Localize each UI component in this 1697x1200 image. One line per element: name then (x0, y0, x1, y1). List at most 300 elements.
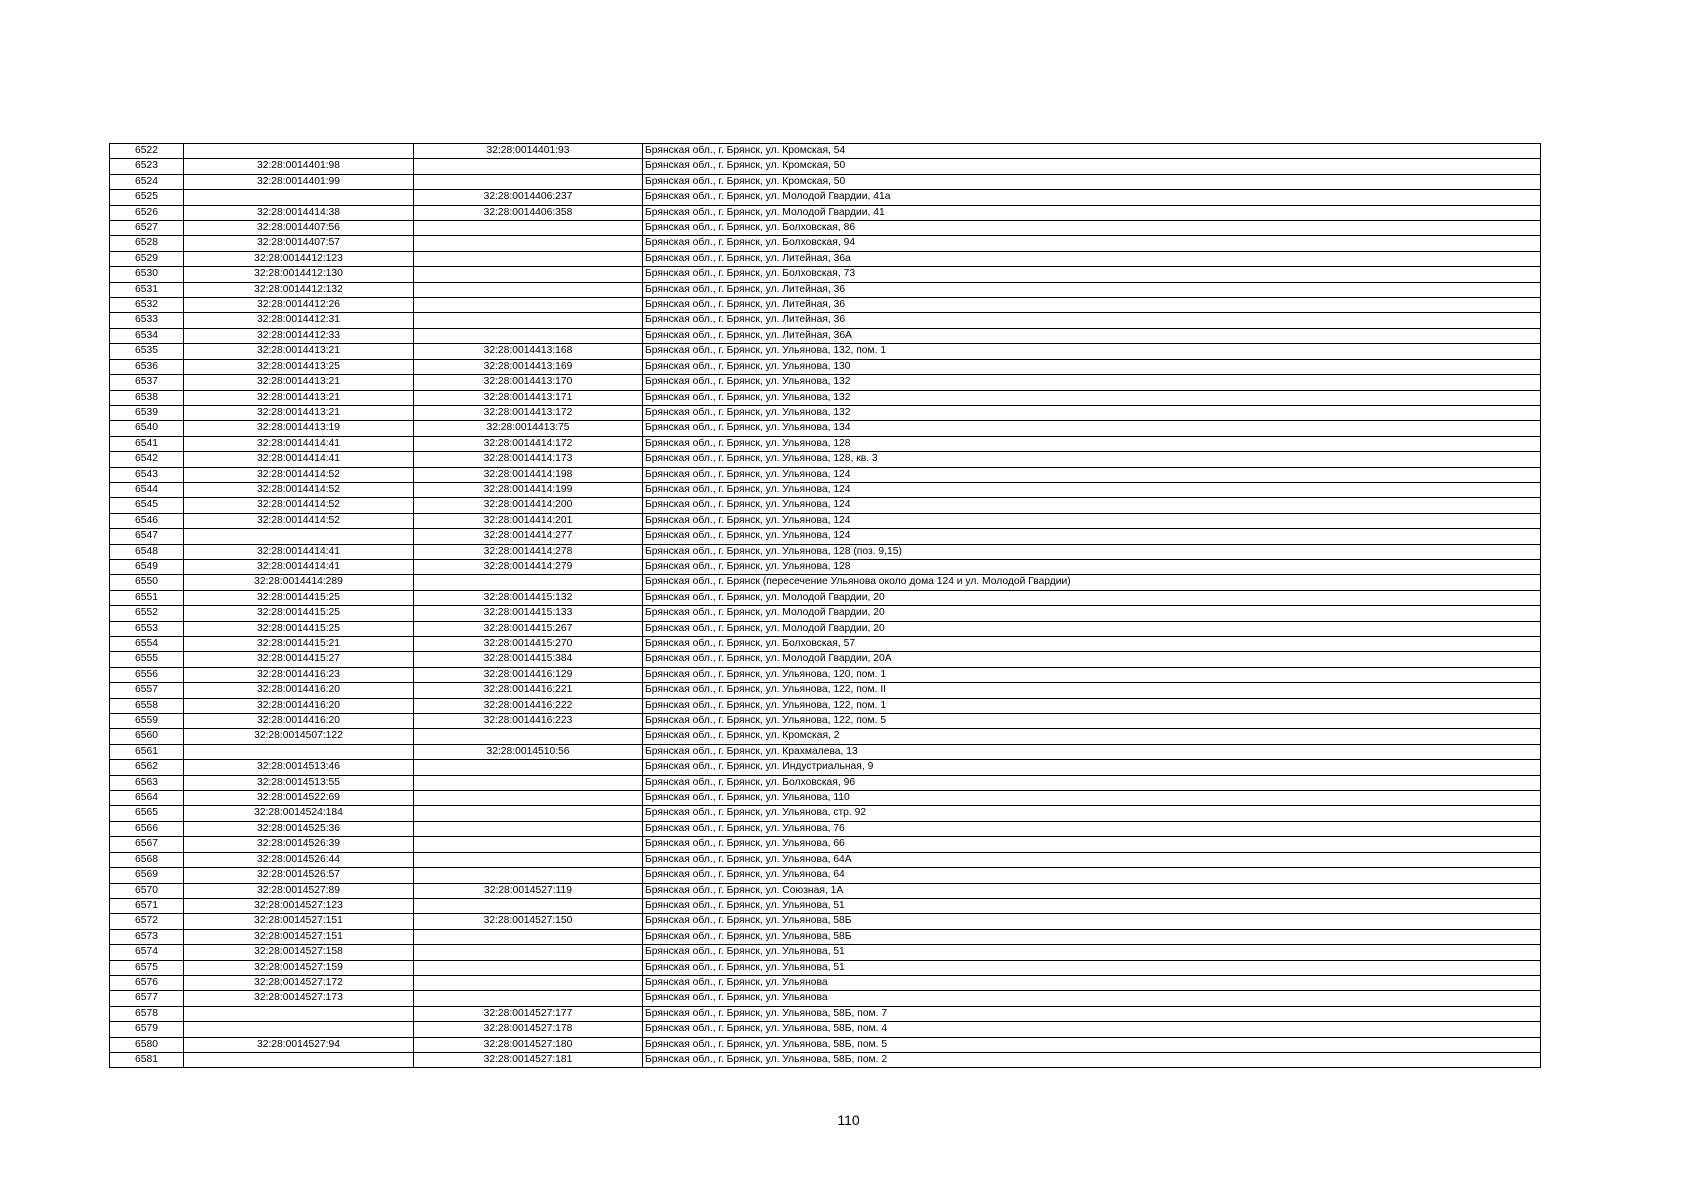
address-cell: Брянская обл., г. Брянск (пересечение Ульянова около дома 124 и ул. Молодой Гвардии) (643, 575, 1541, 590)
object-cadastral-number-cell: 32:28:0014416:221 (414, 683, 643, 698)
land-cadastral-number-cell: 32:28:0014416:20 (184, 714, 414, 729)
table-row (110, 590, 1541, 605)
row-number-cell: 6554 (110, 637, 184, 652)
address-cell: Брянская обл., г. Брянск, ул. Ульянова, 128 (поз. 9,15) (643, 544, 1541, 559)
address-cell: Брянская обл., г. Брянск, ул. Ульянова, 132 (643, 405, 1541, 420)
land-cadastral-number-cell: 32:28:0014527:159 (184, 960, 414, 975)
row-number-cell: 6540 (110, 421, 184, 436)
land-cadastral-number-cell: 32:28:0014413:21 (184, 375, 414, 390)
land-cadastral-number-cell: 32:28:0014525:36 (184, 821, 414, 836)
object-cadastral-number-cell: 32:28:0014413:170 (414, 375, 643, 390)
table-row (110, 945, 1541, 960)
table-row (110, 975, 1541, 990)
land-cadastral-number-cell: 32:28:0014414:52 (184, 482, 414, 497)
address-cell: Брянская обл., г. Брянск, ул. Ульянова, 51 (643, 945, 1541, 960)
land-cadastral-number-cell: 32:28:0014414:41 (184, 452, 414, 467)
table-row (110, 174, 1541, 189)
table-row (110, 205, 1541, 220)
land-cadastral-number-cell (184, 1052, 414, 1067)
address-cell: Брянская обл., г. Брянск, ул. Молодой Гвардии, 20 (643, 590, 1541, 605)
page-number: 110 (837, 1112, 860, 1128)
address-cell: Брянская обл., г. Брянск, ул. Литейная, 36 (643, 313, 1541, 328)
row-number-cell: 6537 (110, 375, 184, 390)
table-row (110, 436, 1541, 451)
row-number-cell: 6564 (110, 791, 184, 806)
land-cadastral-number-cell: 32:28:0014513:46 (184, 760, 414, 775)
row-number-cell: 6527 (110, 221, 184, 236)
table-row (110, 806, 1541, 821)
row-number-cell: 6551 (110, 590, 184, 605)
row-number-cell: 6578 (110, 1006, 184, 1021)
land-cadastral-number-cell: 32:28:0014412:123 (184, 251, 414, 266)
row-number-cell: 6547 (110, 529, 184, 544)
row-number-cell: 6523 (110, 159, 184, 174)
table-row (110, 898, 1541, 913)
address-cell: Брянская обл., г. Брянск, ул. Болховская, 86 (643, 221, 1541, 236)
row-number-cell: 6549 (110, 559, 184, 574)
address-cell: Брянская обл., г. Брянск, ул. Ульянова, 132 (643, 375, 1541, 390)
land-cadastral-number-cell: 32:28:0014415:27 (184, 652, 414, 667)
table-row (110, 621, 1541, 636)
object-cadastral-number-cell (414, 852, 643, 867)
land-cadastral-number-cell (184, 744, 414, 759)
table-row (110, 375, 1541, 390)
address-cell: Брянская обл., г. Брянск, ул. Литейная, 36 (643, 298, 1541, 313)
row-number-cell: 6559 (110, 714, 184, 729)
table-row (110, 1037, 1541, 1052)
table-row (110, 606, 1541, 621)
land-cadastral-number-cell: 32:28:0014407:57 (184, 236, 414, 251)
address-cell: Брянская обл., г. Брянск, ул. Ульянова, 134 (643, 421, 1541, 436)
object-cadastral-number-cell (414, 837, 643, 852)
object-cadastral-number-cell (414, 298, 643, 313)
land-cadastral-number-cell: 32:28:0014527:123 (184, 898, 414, 913)
row-number-cell: 6524 (110, 174, 184, 189)
object-cadastral-number-cell: 32:28:0014416:129 (414, 667, 643, 682)
table-row (110, 991, 1541, 1006)
table-row (110, 652, 1541, 667)
object-cadastral-number-cell: 32:28:0014413:169 (414, 359, 643, 374)
table-row (110, 159, 1541, 174)
row-number-cell: 6568 (110, 852, 184, 867)
row-number-cell: 6561 (110, 744, 184, 759)
land-cadastral-number-cell: 32:28:0014414:52 (184, 513, 414, 528)
address-cell: Брянская обл., г. Брянск, ул. Ульянова, 58Б, пом. 2 (643, 1052, 1541, 1067)
address-cell: Брянская обл., г. Брянск, ул. Молодой Гвардии, 41а (643, 190, 1541, 205)
row-number-cell: 6538 (110, 390, 184, 405)
row-number-cell: 6557 (110, 683, 184, 698)
registry-table-body (110, 144, 1541, 1068)
address-cell: Брянская обл., г. Брянск, ул. Литейная, 36 (643, 282, 1541, 297)
address-cell: Брянская обл., г. Брянск, ул. Литейная, 36а (643, 251, 1541, 266)
address-cell: Брянская обл., г. Брянск, ул. Ульянова, 128, кв. 3 (643, 452, 1541, 467)
object-cadastral-number-cell: 32:28:0014413:171 (414, 390, 643, 405)
table-row (110, 683, 1541, 698)
address-cell: Брянская обл., г. Брянск, ул. Кромская, 54 (643, 144, 1541, 159)
registry-table (109, 143, 1541, 1068)
land-cadastral-number-cell: 32:28:0014413:25 (184, 359, 414, 374)
address-cell: Брянская обл., г. Брянск, ул. Ульянова, 76 (643, 821, 1541, 836)
table-row (110, 744, 1541, 759)
object-cadastral-number-cell (414, 868, 643, 883)
table-row (110, 729, 1541, 744)
table-row (110, 714, 1541, 729)
table-row (110, 929, 1541, 944)
object-cadastral-number-cell: 32:28:0014510:56 (414, 744, 643, 759)
address-cell: Брянская обл., г. Брянск, ул. Ульянова, 128 (643, 436, 1541, 451)
address-cell: Брянская обл., г. Брянск, ул. Ульянова, 130 (643, 359, 1541, 374)
address-cell: Брянская обл., г. Брянск, ул. Кромская, 2 (643, 729, 1541, 744)
table-row (110, 144, 1541, 159)
row-number-cell: 6544 (110, 482, 184, 497)
address-cell: Брянская обл., г. Брянск, ул. Молодой Гвардии, 20 (643, 621, 1541, 636)
row-number-cell: 6543 (110, 467, 184, 482)
table-row (110, 452, 1541, 467)
object-cadastral-number-cell: 32:28:0014527:178 (414, 1022, 643, 1037)
table-row (110, 344, 1541, 359)
land-cadastral-number-cell: 32:28:0014416:20 (184, 683, 414, 698)
address-cell: Брянская обл., г. Брянск, ул. Ульянова, 58Б, пом. 7 (643, 1006, 1541, 1021)
object-cadastral-number-cell: 32:28:0014415:132 (414, 590, 643, 605)
table-row (110, 529, 1541, 544)
land-cadastral-number-cell: 32:28:0014526:39 (184, 837, 414, 852)
table-row (110, 760, 1541, 775)
land-cadastral-number-cell (184, 529, 414, 544)
row-number-cell: 6558 (110, 698, 184, 713)
table-row (110, 775, 1541, 790)
land-cadastral-number-cell: 32:28:0014414:52 (184, 467, 414, 482)
row-number-cell: 6539 (110, 405, 184, 420)
land-cadastral-number-cell (184, 144, 414, 159)
address-cell: Брянская обл., г. Брянск, ул. Ульянова, 124 (643, 467, 1541, 482)
table-row (110, 513, 1541, 528)
land-cadastral-number-cell: 32:28:0014401:98 (184, 159, 414, 174)
address-cell: Брянская обл., г. Брянск, ул. Ульянова, 122, пом. 5 (643, 714, 1541, 729)
object-cadastral-number-cell: 32:28:0014401:93 (414, 144, 643, 159)
land-cadastral-number-cell (184, 190, 414, 205)
land-cadastral-number-cell: 32:28:0014413:21 (184, 344, 414, 359)
row-number-cell: 6534 (110, 328, 184, 343)
land-cadastral-number-cell: 32:28:0014413:21 (184, 405, 414, 420)
row-number-cell: 6576 (110, 975, 184, 990)
land-cadastral-number-cell: 32:28:0014507:122 (184, 729, 414, 744)
land-cadastral-number-cell: 32:28:0014412:26 (184, 298, 414, 313)
object-cadastral-number-cell (414, 251, 643, 266)
object-cadastral-number-cell (414, 960, 643, 975)
address-cell: Брянская обл., г. Брянск, ул. Литейная, 36А (643, 328, 1541, 343)
row-number-cell: 6570 (110, 883, 184, 898)
row-number-cell: 6535 (110, 344, 184, 359)
row-number-cell: 6556 (110, 667, 184, 682)
object-cadastral-number-cell (414, 898, 643, 913)
land-cadastral-number-cell: 32:28:0014416:20 (184, 698, 414, 713)
address-cell: Брянская обл., г. Брянск, ул. Индустриальная, 9 (643, 760, 1541, 775)
table-row (110, 313, 1541, 328)
row-number-cell: 6577 (110, 991, 184, 1006)
address-cell: Брянская обл., г. Брянск, ул. Молодой Гвардии, 20 (643, 606, 1541, 621)
table-row (110, 575, 1541, 590)
object-cadastral-number-cell: 32:28:0014414:279 (414, 559, 643, 574)
row-number-cell: 6522 (110, 144, 184, 159)
table-row (110, 960, 1541, 975)
object-cadastral-number-cell (414, 806, 643, 821)
address-cell: Брянская обл., г. Брянск, ул. Крахмалева, 13 (643, 744, 1541, 759)
object-cadastral-number-cell: 32:28:0014406:237 (414, 190, 643, 205)
object-cadastral-number-cell: 32:28:0014527:180 (414, 1037, 643, 1052)
land-cadastral-number-cell: 32:28:0014413:19 (184, 421, 414, 436)
table-row (110, 405, 1541, 420)
row-number-cell: 6573 (110, 929, 184, 944)
row-number-cell: 6526 (110, 205, 184, 220)
land-cadastral-number-cell: 32:28:0014415:21 (184, 637, 414, 652)
address-cell: Брянская обл., г. Брянск, ул. Ульянова, 66 (643, 837, 1541, 852)
table-row (110, 837, 1541, 852)
address-cell: Брянская обл., г. Брянск, ул. Ульянова, 58Б (643, 914, 1541, 929)
address-cell: Брянская обл., г. Брянск, ул. Ульянова (643, 991, 1541, 1006)
land-cadastral-number-cell: 32:28:0014414:52 (184, 498, 414, 513)
land-cadastral-number-cell: 32:28:0014524:184 (184, 806, 414, 821)
table-row (110, 359, 1541, 374)
table-row (110, 298, 1541, 313)
object-cadastral-number-cell (414, 945, 643, 960)
address-cell: Брянская обл., г. Брянск, ул. Ульянова, 58Б, пом. 4 (643, 1022, 1541, 1037)
land-cadastral-number-cell: 32:28:0014526:57 (184, 868, 414, 883)
object-cadastral-number-cell: 32:28:0014527:119 (414, 883, 643, 898)
row-number-cell: 6565 (110, 806, 184, 821)
row-number-cell: 6581 (110, 1052, 184, 1067)
object-cadastral-number-cell: 32:28:0014415:384 (414, 652, 643, 667)
table-row (110, 236, 1541, 251)
object-cadastral-number-cell (414, 575, 643, 590)
address-cell: Брянская обл., г. Брянск, ул. Ульянова, 64А (643, 852, 1541, 867)
table-row (110, 482, 1541, 497)
land-cadastral-number-cell: 32:28:0014412:130 (184, 267, 414, 282)
object-cadastral-number-cell (414, 929, 643, 944)
address-cell: Брянская обл., г. Брянск, ул. Кромская, 50 (643, 159, 1541, 174)
address-cell: Брянская обл., г. Брянск, ул. Ульянова, 58Б (643, 929, 1541, 944)
table-row (110, 328, 1541, 343)
row-number-cell: 6529 (110, 251, 184, 266)
object-cadastral-number-cell: 32:28:0014414:278 (414, 544, 643, 559)
object-cadastral-number-cell (414, 236, 643, 251)
land-cadastral-number-cell (184, 1006, 414, 1021)
table-row (110, 559, 1541, 574)
land-cadastral-number-cell: 32:28:0014413:21 (184, 390, 414, 405)
table-row (110, 637, 1541, 652)
land-cadastral-number-cell: 32:28:0014527:94 (184, 1037, 414, 1052)
land-cadastral-number-cell: 32:28:0014407:56 (184, 221, 414, 236)
row-number-cell: 6569 (110, 868, 184, 883)
object-cadastral-number-cell: 32:28:0014413:172 (414, 405, 643, 420)
object-cadastral-number-cell: 32:28:0014414:201 (414, 513, 643, 528)
row-number-cell: 6550 (110, 575, 184, 590)
land-cadastral-number-cell: 32:28:0014412:132 (184, 282, 414, 297)
address-cell: Брянская обл., г. Брянск, ул. Ульянова, 110 (643, 791, 1541, 806)
object-cadastral-number-cell (414, 282, 643, 297)
table-row (110, 1052, 1541, 1067)
row-number-cell: 6533 (110, 313, 184, 328)
table-row (110, 421, 1541, 436)
address-cell: Брянская обл., г. Брянск, ул. Ульянова, 51 (643, 898, 1541, 913)
address-cell: Брянская обл., г. Брянск, ул. Молодой Гвардии, 41 (643, 205, 1541, 220)
object-cadastral-number-cell: 32:28:0014414:277 (414, 529, 643, 544)
object-cadastral-number-cell: 32:28:0014414:172 (414, 436, 643, 451)
row-number-cell: 6575 (110, 960, 184, 975)
address-cell: Брянская обл., г. Брянск, ул. Кромская, 50 (643, 174, 1541, 189)
row-number-cell: 6548 (110, 544, 184, 559)
table-row (110, 791, 1541, 806)
address-cell: Брянская обл., г. Брянск, ул. Болховская, 73 (643, 267, 1541, 282)
row-number-cell: 6562 (110, 760, 184, 775)
address-cell: Брянская обл., г. Брянск, ул. Ульянова, 124 (643, 498, 1541, 513)
address-cell: Брянская обл., г. Брянск, ул. Молодой Гвардии, 20А (643, 652, 1541, 667)
row-number-cell: 6528 (110, 236, 184, 251)
object-cadastral-number-cell (414, 328, 643, 343)
row-number-cell: 6532 (110, 298, 184, 313)
object-cadastral-number-cell: 32:28:0014406:358 (414, 205, 643, 220)
table-row (110, 1022, 1541, 1037)
table-row (110, 221, 1541, 236)
object-cadastral-number-cell (414, 975, 643, 990)
row-number-cell: 6580 (110, 1037, 184, 1052)
address-cell: Брянская обл., г. Брянск, ул. Ульянова, 58Б, пом. 5 (643, 1037, 1541, 1052)
row-number-cell: 6563 (110, 775, 184, 790)
land-cadastral-number-cell: 32:28:0014401:99 (184, 174, 414, 189)
land-cadastral-number-cell: 32:28:0014416:23 (184, 667, 414, 682)
address-cell: Брянская обл., г. Брянск, ул. Болховская, 57 (643, 637, 1541, 652)
row-number-cell: 6572 (110, 914, 184, 929)
object-cadastral-number-cell (414, 221, 643, 236)
land-cadastral-number-cell: 32:28:0014527:173 (184, 991, 414, 1006)
address-cell: Брянская обл., г. Брянск, ул. Ульянова, 132, пом. 1 (643, 344, 1541, 359)
row-number-cell: 6579 (110, 1022, 184, 1037)
row-number-cell: 6531 (110, 282, 184, 297)
land-cadastral-number-cell: 32:28:0014415:25 (184, 606, 414, 621)
object-cadastral-number-cell (414, 313, 643, 328)
object-cadastral-number-cell: 32:28:0014527:181 (414, 1052, 643, 1067)
table-row (110, 698, 1541, 713)
row-number-cell: 6574 (110, 945, 184, 960)
address-cell: Брянская обл., г. Брянск, ул. Ульянова, 124 (643, 529, 1541, 544)
land-cadastral-number-cell: 32:28:0014412:33 (184, 328, 414, 343)
object-cadastral-number-cell: 32:28:0014414:173 (414, 452, 643, 467)
row-number-cell: 6546 (110, 513, 184, 528)
table-row (110, 282, 1541, 297)
object-cadastral-number-cell (414, 267, 643, 282)
table-row (110, 852, 1541, 867)
land-cadastral-number-cell: 32:28:0014414:41 (184, 436, 414, 451)
object-cadastral-number-cell: 32:28:0014414:199 (414, 482, 643, 497)
address-cell: Брянская обл., г. Брянск, ул. Болховская, 96 (643, 775, 1541, 790)
address-cell: Брянская обл., г. Брянск, ул. Ульянова, 124 (643, 513, 1541, 528)
land-cadastral-number-cell: 32:28:0014412:31 (184, 313, 414, 328)
table-row (110, 267, 1541, 282)
row-number-cell: 6530 (110, 267, 184, 282)
address-cell: Брянская обл., г. Брянск, ул. Ульянова, 51 (643, 960, 1541, 975)
object-cadastral-number-cell (414, 729, 643, 744)
object-cadastral-number-cell: 32:28:0014527:177 (414, 1006, 643, 1021)
address-cell: Брянская обл., г. Брянск, ул. Ульянова, 128 (643, 559, 1541, 574)
land-cadastral-number-cell: 32:28:0014527:172 (184, 975, 414, 990)
land-cadastral-number-cell: 32:28:0014415:25 (184, 590, 414, 605)
address-cell: Брянская обл., г. Брянск, ул. Ульянова, 122, пом. 1 (643, 698, 1541, 713)
land-cadastral-number-cell: 32:28:0014414:38 (184, 205, 414, 220)
land-cadastral-number-cell: 32:28:0014522:69 (184, 791, 414, 806)
object-cadastral-number-cell (414, 159, 643, 174)
table-row (110, 390, 1541, 405)
land-cadastral-number-cell: 32:28:0014527:89 (184, 883, 414, 898)
object-cadastral-number-cell: 32:28:0014416:223 (414, 714, 643, 729)
object-cadastral-number-cell: 32:28:0014413:75 (414, 421, 643, 436)
object-cadastral-number-cell (414, 821, 643, 836)
object-cadastral-number-cell (414, 174, 643, 189)
land-cadastral-number-cell: 32:28:0014527:158 (184, 945, 414, 960)
address-cell: Брянская обл., г. Брянск, ул. Ульянова, 132 (643, 390, 1541, 405)
row-number-cell: 6541 (110, 436, 184, 451)
address-cell: Брянская обл., г. Брянск, ул. Ульянова, 124 (643, 482, 1541, 497)
address-cell: Брянская обл., г. Брянск, ул. Союзная, 1А (643, 883, 1541, 898)
table-row (110, 883, 1541, 898)
land-cadastral-number-cell (184, 1022, 414, 1037)
object-cadastral-number-cell: 32:28:0014416:222 (414, 698, 643, 713)
table-row (110, 821, 1541, 836)
row-number-cell: 6560 (110, 729, 184, 744)
table-row (110, 251, 1541, 266)
address-cell: Брянская обл., г. Брянск, ул. Ульянова, стр. 92 (643, 806, 1541, 821)
object-cadastral-number-cell: 32:28:0014413:168 (414, 344, 643, 359)
object-cadastral-number-cell (414, 775, 643, 790)
object-cadastral-number-cell: 32:28:0014415:267 (414, 621, 643, 636)
table-row (110, 190, 1541, 205)
row-number-cell: 6566 (110, 821, 184, 836)
land-cadastral-number-cell: 32:28:0014527:151 (184, 914, 414, 929)
row-number-cell: 6542 (110, 452, 184, 467)
land-cadastral-number-cell: 32:28:0014415:25 (184, 621, 414, 636)
object-cadastral-number-cell (414, 991, 643, 1006)
object-cadastral-number-cell: 32:28:0014415:270 (414, 637, 643, 652)
object-cadastral-number-cell: 32:28:0014414:200 (414, 498, 643, 513)
address-cell: Брянская обл., г. Брянск, ул. Ульянова, 120, пом. 1 (643, 667, 1541, 682)
land-cadastral-number-cell: 32:28:0014414:41 (184, 544, 414, 559)
table-row (110, 544, 1541, 559)
land-cadastral-number-cell: 32:28:0014513:55 (184, 775, 414, 790)
address-cell: Брянская обл., г. Брянск, ул. Ульянова, 64 (643, 868, 1541, 883)
object-cadastral-number-cell: 32:28:0014415:133 (414, 606, 643, 621)
row-number-cell: 6567 (110, 837, 184, 852)
address-cell: Брянская обл., г. Брянск, ул. Болховская, 94 (643, 236, 1541, 251)
address-cell: Брянская обл., г. Брянск, ул. Ульянова (643, 975, 1541, 990)
row-number-cell: 6536 (110, 359, 184, 374)
table-row (110, 1006, 1541, 1021)
object-cadastral-number-cell: 32:28:0014414:198 (414, 467, 643, 482)
address-cell: Брянская обл., г. Брянск, ул. Ульянова, 122, пом. II (643, 683, 1541, 698)
table-row (110, 498, 1541, 513)
row-number-cell: 6571 (110, 898, 184, 913)
object-cadastral-number-cell: 32:28:0014527:150 (414, 914, 643, 929)
land-cadastral-number-cell: 32:28:0014526:44 (184, 852, 414, 867)
row-number-cell: 6552 (110, 606, 184, 621)
table-row (110, 467, 1541, 482)
row-number-cell: 6553 (110, 621, 184, 636)
table-row (110, 667, 1541, 682)
row-number-cell: 6525 (110, 190, 184, 205)
object-cadastral-number-cell (414, 791, 643, 806)
land-cadastral-number-cell: 32:28:0014414:41 (184, 559, 414, 574)
table-row (110, 868, 1541, 883)
table-row (110, 914, 1541, 929)
land-cadastral-number-cell: 32:28:0014527:151 (184, 929, 414, 944)
row-number-cell: 6555 (110, 652, 184, 667)
